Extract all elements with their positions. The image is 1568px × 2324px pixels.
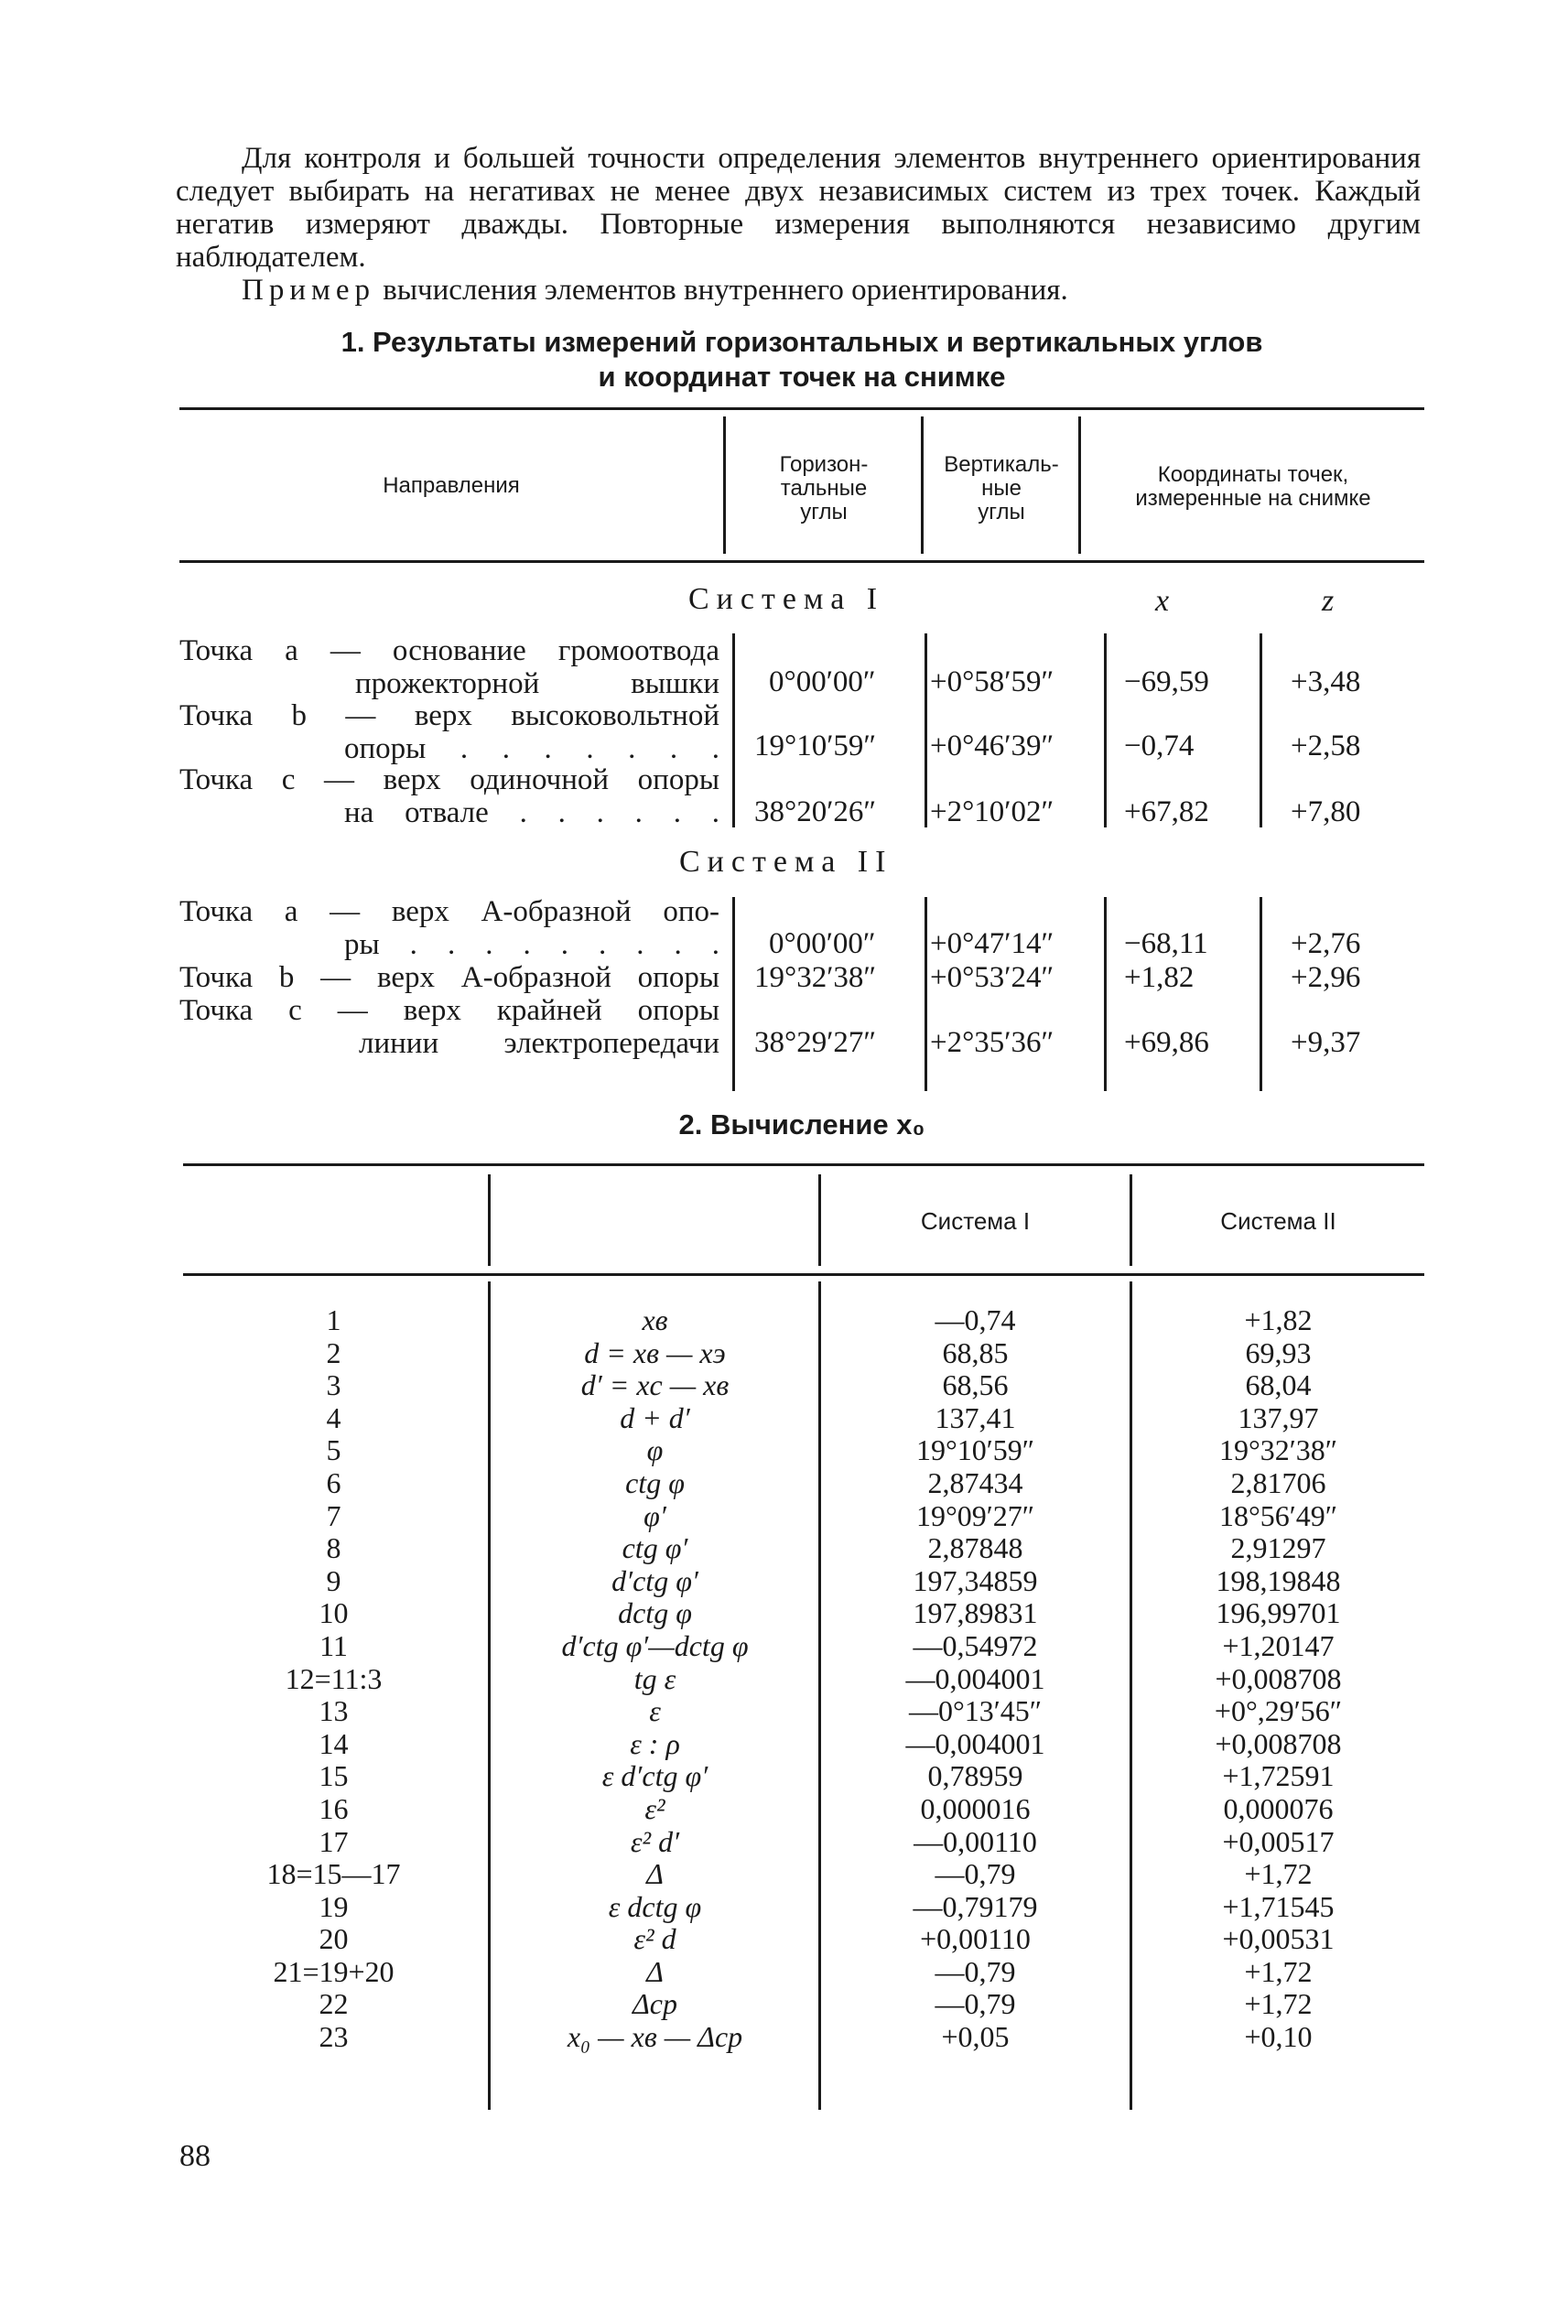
z-label: z xyxy=(1322,584,1335,618)
row-label-line1: Точка c — верх одиночной опоры xyxy=(179,763,719,796)
table2-cell: 19°32′38″ xyxy=(1218,1433,1338,1467)
table2-cell: xв xyxy=(642,1303,668,1336)
system1-row-a-z: +3,48 xyxy=(1291,665,1361,698)
table2-cell: 15 xyxy=(319,1759,349,1793)
header-system1: Система I xyxy=(920,1207,1031,1235)
table2-cell: d + d′ xyxy=(620,1400,690,1434)
system2-divider xyxy=(1260,897,1262,1091)
example-rest: вычисления элементов внутреннего ориентирования. xyxy=(383,274,1068,307)
table2-cell: 18=15—17 xyxy=(266,1857,401,1891)
table2-cell: 137,41 xyxy=(935,1400,1016,1434)
system1-row-b-label xyxy=(179,699,719,765)
table2-cell: 14 xyxy=(319,1726,349,1760)
table2-header-rule xyxy=(183,1273,1424,1276)
table2-cell: ctg φ xyxy=(625,1465,685,1499)
table2-cell: 16 xyxy=(319,1791,349,1825)
system1-row-c-x: +67,82 xyxy=(1124,795,1209,828)
table2-cell: Δср xyxy=(633,1987,677,2021)
row-label-line1: Точка a — верх A-образной опо- xyxy=(179,895,719,928)
row-label-line2: опоры . . . . . . . xyxy=(344,732,719,765)
header-direction: Направления xyxy=(383,473,520,498)
table2-cell: 2,87434 xyxy=(927,1465,1023,1499)
table2-cell: 11 xyxy=(319,1628,348,1662)
system2-row-a-h: 0°00′00″ xyxy=(769,927,876,960)
table2-cell: 17 xyxy=(319,1824,349,1858)
table2-cell: —0,54972 xyxy=(913,1628,1038,1662)
table2-cell: +0,008708 xyxy=(1215,1726,1342,1760)
table2-cell: 9 xyxy=(326,1563,341,1597)
table2-cell: 68,56 xyxy=(942,1368,1009,1402)
system1-row-b-v: +0°46′39″ xyxy=(930,730,1054,762)
system1-row-b-h: 19°10′59″ xyxy=(754,730,877,762)
table2-formula-column xyxy=(492,1304,818,2054)
table2-cell: 18°56′49″ xyxy=(1218,1498,1338,1532)
intro-text: Для контроля и большей точности определения элементов внутреннего ориентирования следует выбирать на негативах не менее двух независимых систем из трех точек. Каждый негатив измеряют дважды. Повторные измерения выполняются независимо другим наблюдателем. xyxy=(176,142,1421,274)
table2-cell: d′ = xс — xв xyxy=(580,1368,730,1402)
table2-cell: 10 xyxy=(319,1596,349,1630)
table2-cell: x₀ — xв — Δср xyxy=(567,2020,743,2054)
row-label-line1: Точка a — основание громоотвода xyxy=(179,634,719,667)
table2-cell: +0,00517 xyxy=(1222,1824,1335,1858)
table2-cell: +1,72591 xyxy=(1222,1759,1335,1793)
table2-cell: 8 xyxy=(326,1531,341,1565)
system2-row-c-v: +2°35′36″ xyxy=(930,1026,1054,1059)
table2-cell: —0,74 xyxy=(935,1303,1016,1336)
table2-cell: 21=19+20 xyxy=(273,1954,395,1988)
table2-cell: 22 xyxy=(319,1987,349,2021)
table2-cell: 2,81706 xyxy=(1230,1465,1326,1499)
intro-paragraph xyxy=(176,0,1421,307)
system1-divider xyxy=(925,633,927,827)
table2-cell: —0,79 xyxy=(935,1954,1016,1988)
system1-row-a-x: −69,59 xyxy=(1124,665,1209,698)
header-coords: Координаты точек, измеренные на снимке xyxy=(1135,462,1371,511)
table2-cell: ε : ρ xyxy=(630,1726,680,1760)
table2-divider xyxy=(488,1281,491,2110)
table2-cell: —0,79 xyxy=(935,1987,1016,2021)
table2-cell: 0,000016 xyxy=(920,1791,1031,1825)
x-label: x xyxy=(1155,584,1170,618)
row-label-line1: Точка b — верх A-образной опоры xyxy=(179,961,719,994)
row-label-line2: на отвале . . . . . . xyxy=(344,796,719,829)
table2-cell: —0,79179 xyxy=(913,1889,1038,1923)
table1-header-divider xyxy=(1078,416,1081,554)
table2-cell: 137,97 xyxy=(1238,1400,1319,1434)
system1-row-b-x: −0,74 xyxy=(1124,730,1195,762)
table2-cell: +1,20147 xyxy=(1222,1628,1335,1662)
table2-cell: —0,004001 xyxy=(905,1661,1045,1695)
table2-cell: 68,04 xyxy=(1245,1368,1312,1402)
table2-cell: 7 xyxy=(326,1498,341,1532)
system1-row-a-h: 0°00′00″ xyxy=(769,665,876,698)
table2-cell: 0,78959 xyxy=(927,1759,1023,1793)
table2-number-column xyxy=(179,1304,488,2054)
system2-row-b-z: +2,96 xyxy=(1291,961,1361,994)
system2-row-c-label xyxy=(179,994,719,1060)
header-vertical: Вертикаль- ные углы xyxy=(944,452,1059,524)
system1-row-c-h: 38°20′26″ xyxy=(754,795,877,828)
system2-row-c-x: +69,86 xyxy=(1124,1026,1209,1059)
table2-cell: 198,19848 xyxy=(1216,1563,1341,1597)
table1-caption-line2: и координат точек на снимке xyxy=(598,361,1006,393)
table2-cell: ε d′ctg φ′ xyxy=(601,1759,708,1793)
table2-cell: d′ctg φ′—dctg φ xyxy=(561,1628,749,1662)
table2-cell: 196,99701 xyxy=(1216,1596,1341,1630)
table2-cell: 19 xyxy=(319,1889,349,1923)
system1-divider xyxy=(1260,633,1262,827)
table2-cell: 23 xyxy=(319,2020,349,2054)
table2-cell: ε² d′ xyxy=(630,1824,680,1858)
table2-cell: 13 xyxy=(319,1694,349,1728)
example-line xyxy=(176,274,1421,307)
table1-top-rule xyxy=(179,407,1424,410)
table2-cell: Δ xyxy=(646,1857,664,1891)
system1-title: Система I xyxy=(688,582,885,616)
table1-caption xyxy=(179,325,1424,395)
table2-cell: —0°13′45″ xyxy=(908,1694,1043,1728)
system2-row-c-h: 38°29′27″ xyxy=(754,1026,877,1059)
system1-row-c-label xyxy=(179,763,719,829)
table2-cell: 20 xyxy=(319,1922,349,1956)
table2-cell: +0,05 xyxy=(941,2020,1010,2054)
table2-cell: +0,00110 xyxy=(920,1922,1031,1956)
system1-row-c-z: +7,80 xyxy=(1291,795,1361,828)
system2-divider xyxy=(1104,897,1107,1091)
table2-cell: 69,93 xyxy=(1245,1335,1312,1369)
header-horizontal: Горизон- тальные углы xyxy=(779,452,869,524)
system2-row-c-z: +9,37 xyxy=(1291,1026,1361,1059)
table2-cell: d′ctg φ′ xyxy=(611,1563,698,1597)
table2-cell: +0°,29′56″ xyxy=(1214,1694,1343,1728)
table1-header-divider xyxy=(921,416,924,554)
system2-row-a-x: −68,11 xyxy=(1124,927,1208,960)
system2-divider xyxy=(925,897,927,1091)
table2-cell: 19°10′59″ xyxy=(915,1433,1035,1467)
table2-cell: —0,00110 xyxy=(914,1824,1037,1858)
table2-cell: 68,85 xyxy=(942,1335,1009,1369)
table2-cell: 4 xyxy=(326,1400,341,1434)
table2-cell: 197,34859 xyxy=(913,1563,1038,1597)
system1-row-b-z: +2,58 xyxy=(1291,730,1361,762)
system2-row-a-label xyxy=(179,895,719,961)
table2-cell: 5 xyxy=(326,1433,341,1467)
table2-cell: +1,72 xyxy=(1244,1954,1313,1988)
table2-cell: 3 xyxy=(326,1368,341,1402)
system2-row-b-h: 19°32′38″ xyxy=(754,961,877,994)
system1-row-a-v: +0°58′59″ xyxy=(930,665,1054,698)
table2-cell: dctg φ xyxy=(618,1596,692,1630)
table2-cell: +0,10 xyxy=(1244,2020,1313,2054)
table2-cell: ε dctg φ xyxy=(608,1889,702,1923)
system2-row-b-v: +0°53′24″ xyxy=(930,961,1054,994)
table2-cell: ε² d xyxy=(633,1922,676,1956)
table2-caption: 2. Вычисление x₀ xyxy=(678,1108,925,1140)
table2-cell: ε² xyxy=(644,1791,665,1825)
table2-cell: φ xyxy=(646,1433,664,1467)
row-label-line1: Точка c — верх крайней опоры xyxy=(179,994,719,1027)
table2-cell: 6 xyxy=(326,1465,341,1499)
table2-cell: 0,000076 xyxy=(1223,1791,1334,1825)
system1-row-c-v: +2°10′02″ xyxy=(930,795,1054,828)
table2-cell: 19°09′27″ xyxy=(915,1498,1035,1532)
table1-caption-line1: 1. Результаты измерений горизонтальных и вертикальных углов xyxy=(341,326,1263,358)
table2-cell: ctg φ′ xyxy=(622,1531,688,1565)
row-label-line1: Точка b — верх высоковольтной xyxy=(179,699,719,732)
table2-cell: 197,89831 xyxy=(913,1596,1038,1630)
system1-row-a-label xyxy=(179,634,719,700)
table2-cell: +1,82 xyxy=(1244,1303,1313,1336)
system2-divider xyxy=(732,897,735,1091)
table2-cell: 2,91297 xyxy=(1230,1531,1326,1565)
system1-divider xyxy=(732,633,735,827)
table2-cell: —0,004001 xyxy=(905,1726,1045,1760)
table2-cell: —0,79 xyxy=(935,1857,1016,1891)
table2-cell: +0,00531 xyxy=(1222,1922,1335,1956)
table2-cell: Δ xyxy=(646,1954,664,1988)
system2-row-a-v: +0°47′14″ xyxy=(930,927,1054,960)
table2-cell: 2,87848 xyxy=(927,1531,1023,1565)
table2-cell: 2 xyxy=(326,1335,341,1369)
table1-header-rule xyxy=(179,560,1424,563)
table2-cell: ε xyxy=(649,1694,661,1728)
system2-title: Система II xyxy=(679,845,893,879)
table2-header-divider xyxy=(488,1174,491,1266)
table2-cell: tg ε xyxy=(633,1661,676,1695)
row-label-line2: ры . . . . . . . . . xyxy=(344,928,719,961)
table2-cell: φ′ xyxy=(643,1498,666,1532)
system1-divider xyxy=(1104,633,1107,827)
table1-header-divider xyxy=(723,416,726,554)
table2-cell: +0,008708 xyxy=(1215,1661,1342,1695)
table2-cell: +1,72 xyxy=(1244,1857,1313,1891)
table2-cell: +1,71545 xyxy=(1222,1889,1335,1923)
system2-row-b-x: +1,82 xyxy=(1124,961,1195,994)
table2-cell: d = xв — xэ xyxy=(584,1335,726,1369)
table2-system2-column xyxy=(1132,1304,1424,2054)
header-system2: Система II xyxy=(1220,1207,1336,1235)
table2-cell: +1,72 xyxy=(1244,1987,1313,2021)
row-label-line2: прожекторной вышки xyxy=(355,667,719,700)
system2-row-b-label xyxy=(179,961,719,994)
example-lead: Пример xyxy=(242,274,376,307)
page-number: 88 xyxy=(179,2139,211,2173)
table2-cell: 12=11:3 xyxy=(285,1661,383,1695)
row-label-line2: линии электропередачи xyxy=(359,1027,719,1060)
table2-cell: 1 xyxy=(326,1303,341,1336)
table2-top-rule xyxy=(183,1163,1424,1166)
table2-system1-column xyxy=(821,1304,1130,2054)
system2-row-a-z: +2,76 xyxy=(1291,927,1361,960)
